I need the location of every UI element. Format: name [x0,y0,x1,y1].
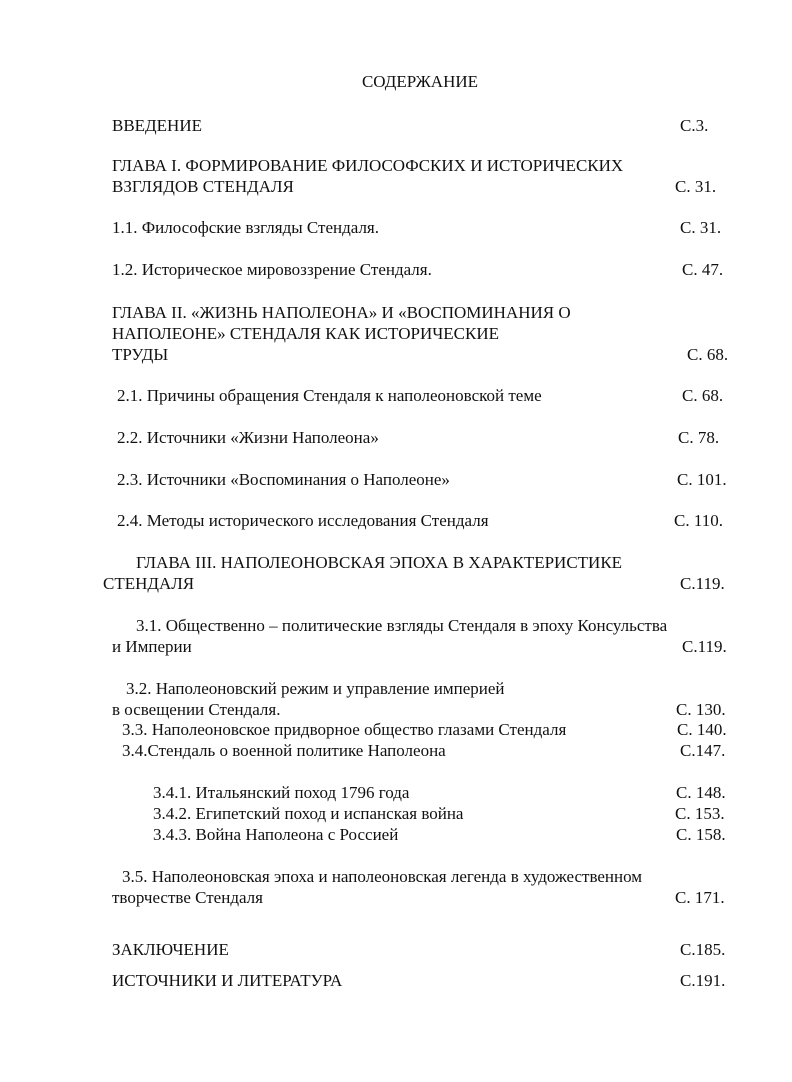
toc-page-chapter-1: С. 31. [675,177,717,196]
toc-section-1-1: 1.1. Философские взгляды Стендаля. [112,218,380,237]
toc-section-3-5-line-1: 3.5. Наполеоновская эпоха и наполеоновская легенда в художественном [122,867,643,886]
toc-section-3-2-line-2: в освещении Стендаля. [112,700,281,719]
toc-page-section-2-1: С. 68. [682,386,724,405]
toc-entry-sources: ИСТОЧНИКИ И ЛИТЕРАТУРА [112,971,343,990]
toc-page-section-3-4-3: С. 158. [676,825,726,844]
toc-section-3-3: 3.3. Наполеоновское придворное общество глазами Стендаля [122,720,567,739]
toc-section-3-4-2: 3.4.2. Египетский поход и испанская война [153,804,464,823]
toc-page-section-2-3: С. 101. [677,470,727,489]
toc-page-section-3-1: С.119. [682,637,727,656]
toc-chapter-1-line-1: ГЛАВА I. ФОРМИРОВАНИЕ ФИЛОСОФСКИХ И ИСТОРИЧЕСКИХ [112,156,624,175]
toc-chapter-2-line-2: НАПОЛЕОНЕ» СТЕНДАЛЯ КАК ИСТОРИЧЕСКИЕ [112,324,499,343]
toc-chapter-2-line-3: ТРУДЫ [112,345,169,364]
toc-chapter-3-line-1: ГЛАВА III. НАПОЛЕОНОВСКАЯ ЭПОХА В ХАРАКТЕРИСТИКЕ [136,553,623,572]
toc-page-section-2-2: С. 78. [678,428,720,447]
toc-page-section-3-2: С. 130. [676,700,726,719]
toc-page-section-3-4: С.147. [680,741,726,760]
toc-section-1-2: 1.2. Историческое мировоззрение Стендаля. [112,260,432,279]
toc-section-2-2: 2.2. Источники «Жизни Наполеона» [117,428,379,447]
toc-section-3-4: 3.4.Стендаль о военной политике Наполеона [122,741,446,760]
toc-section-2-1: 2.1. Причины обращения Стендаля к наполеоновской теме [117,386,542,405]
toc-chapter-1-line-2: ВЗГЛЯДОВ СТЕНДАЛЯ [112,177,294,196]
toc-page-section-1-2: С. 47. [682,260,724,279]
toc-page-introduction: С.3. [680,116,709,135]
toc-entry-introduction: ВВЕДЕНИЕ [112,116,202,135]
toc-page-sources: С.191. [680,971,726,990]
toc-section-2-3: 2.3. Источники «Воспоминания о Наполеоне» [117,470,450,489]
toc-page-chapter-2: С. 68. [687,345,729,364]
toc-section-2-4: 2.4. Методы исторического исследования Стендаля [117,511,489,530]
toc-page-section-3-4-1: С. 148. [676,783,726,802]
toc-chapter-3-line-2: СТЕНДАЛЯ [103,574,195,593]
toc-chapter-2-line-1: ГЛАВА II. «ЖИЗНЬ НАПОЛЕОНА» И «ВОСПОМИНАНИЯ О [112,303,571,322]
toc-page-section-2-4: С. 110. [674,511,723,530]
toc-page-chapter-3: С.119. [680,574,725,593]
toc-page-conclusion: С.185. [680,940,726,959]
toc-section-3-5-line-2: творчестве Стендаля [112,888,263,907]
toc-entry-conclusion: ЗАКЛЮЧЕНИЕ [112,940,229,959]
toc-section-3-4-3: 3.4.3. Война Наполеона с Россией [153,825,399,844]
toc-section-3-1-line-2: и Империи [112,637,192,656]
page-title: СОДЕРЖАНИЕ [361,72,479,91]
toc-page-section-3-3: С. 140. [677,720,727,739]
toc-section-3-2-line-1: 3.2. Наполеоновский режим и управление империей [126,679,505,698]
toc-section-3-1-line-1: 3.1. Общественно – политические взгляды Стендаля в эпоху Консульства [136,616,668,635]
toc-page-section-3-5: С. 171. [675,888,725,907]
toc-section-3-4-1: 3.4.1. Итальянский поход 1796 года [153,783,410,802]
toc-page-section-3-4-2: С. 153. [675,804,725,823]
toc-page-section-1-1: С. 31. [680,218,722,237]
